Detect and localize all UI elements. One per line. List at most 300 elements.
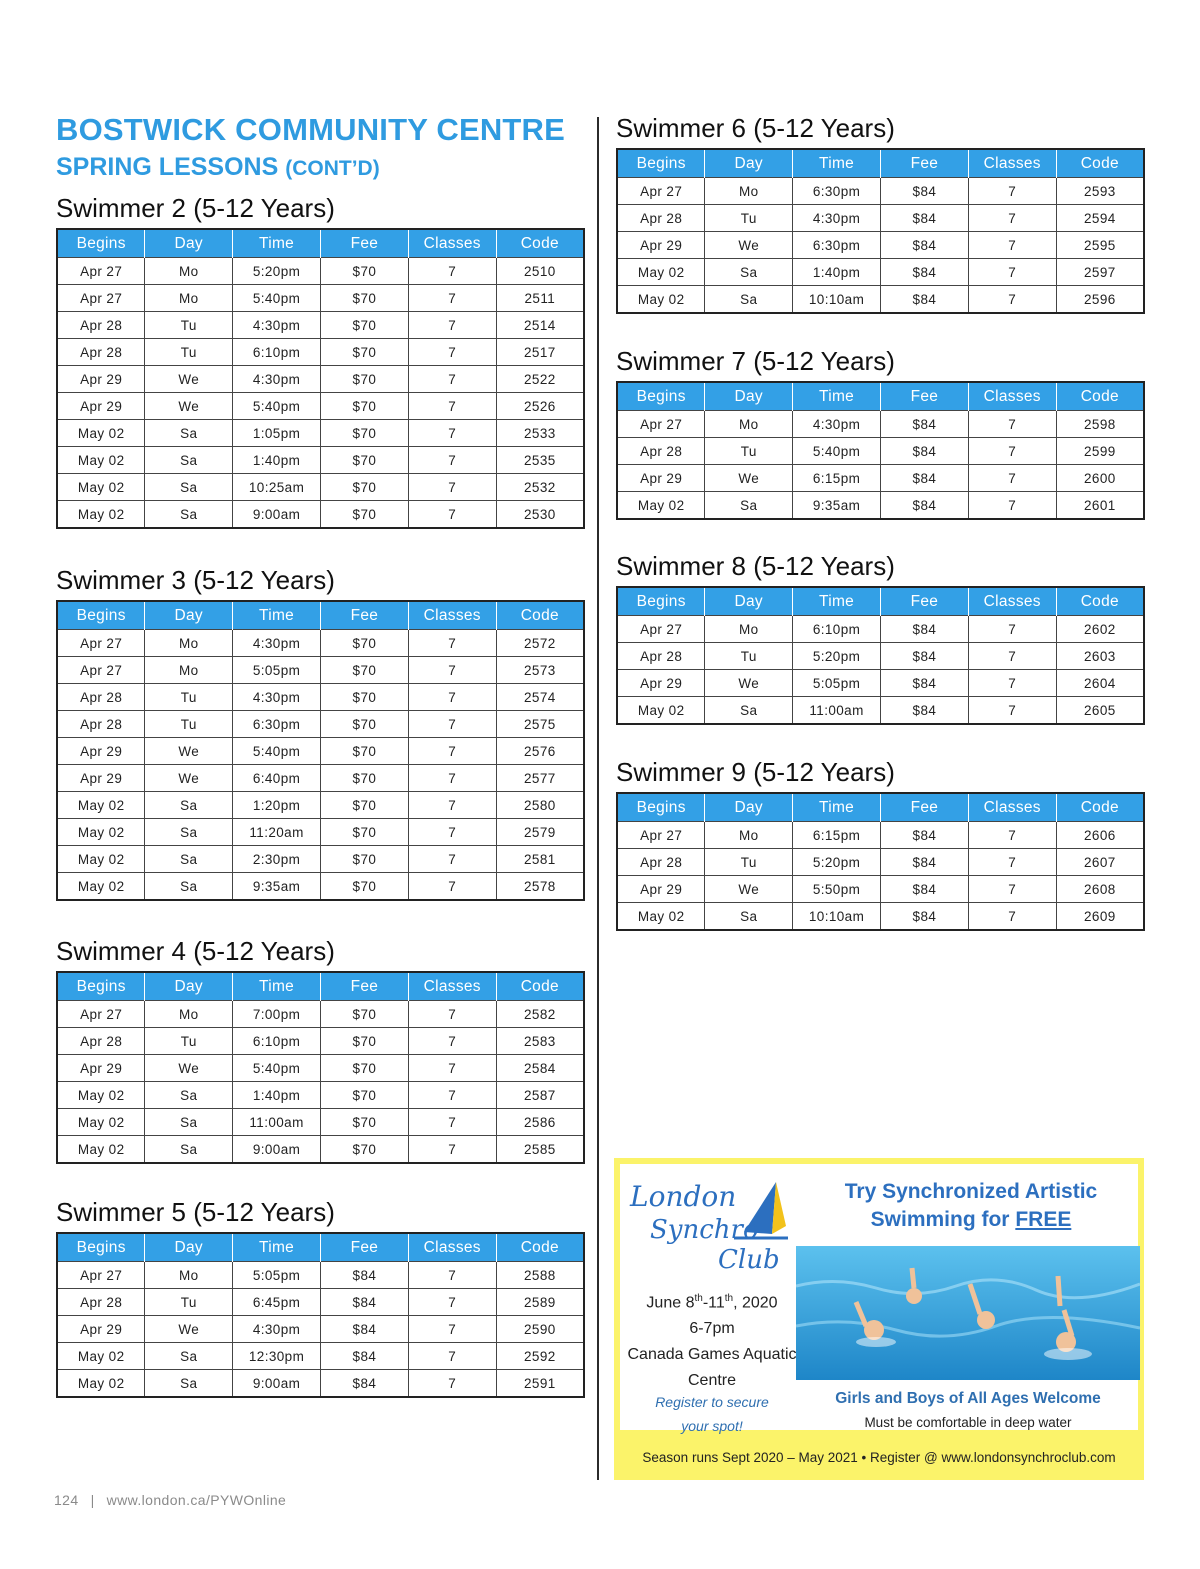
table-cell: Apr 28	[57, 684, 145, 711]
table-cell: 2533	[496, 420, 584, 447]
table-cell: 5:40pm	[233, 738, 321, 765]
table-row	[617, 822, 1144, 849]
section-title: Swimmer 4 (5-12 Years)	[56, 936, 335, 966]
table-cell: Sa	[705, 259, 793, 286]
column-divider	[597, 117, 599, 1480]
table-cell: 6:10pm	[793, 616, 881, 643]
table-cell: 12:30pm	[233, 1343, 321, 1370]
table-cell: 1:40pm	[233, 447, 321, 474]
section-swimmer3	[56, 562, 585, 901]
table-cell: $70	[320, 684, 408, 711]
table-cell: Mo	[705, 822, 793, 849]
table-cell: 2514	[496, 312, 584, 339]
table-cell: $70	[320, 1055, 408, 1082]
table-row	[57, 285, 584, 312]
page-number: 124	[54, 1492, 79, 1508]
table-cell: 6:10pm	[233, 339, 321, 366]
ad-footer: Season runs Sept 2020 – May 2021 • Register @ www.londonsynchroclub.com	[642, 1450, 1116, 1465]
table-cell: 2511	[496, 285, 584, 312]
table-cell: Apr 29	[617, 670, 705, 697]
table-cell: 5:40pm	[233, 393, 321, 420]
table-cell: Tu	[145, 312, 233, 339]
table-cell: 6:15pm	[793, 465, 881, 492]
table-cell: $70	[320, 447, 408, 474]
ad-venue-line2: Centre	[687, 1372, 737, 1390]
table-row	[617, 492, 1144, 520]
table-row	[57, 501, 584, 529]
column-header: Classes	[968, 382, 1056, 411]
table-cell: 1:20pm	[233, 792, 321, 819]
table-cell: Sa	[145, 1370, 233, 1398]
table-cell: 2590	[496, 1316, 584, 1343]
table-cell: 9:35am	[793, 492, 881, 520]
table-cell: Sa	[705, 492, 793, 520]
table-cell: 7	[408, 1055, 496, 1082]
table-cell: 2605	[1056, 697, 1144, 725]
table-cell: 7	[968, 670, 1056, 697]
table-cell: Apr 28	[57, 1028, 145, 1055]
table-cell: 5:40pm	[793, 438, 881, 465]
table-cell: Apr 28	[617, 438, 705, 465]
table-cell: Apr 27	[57, 258, 145, 285]
column-header: Time	[793, 149, 881, 178]
table-cell: $70	[320, 1136, 408, 1164]
table-cell: $84	[880, 438, 968, 465]
table-cell: 2576	[496, 738, 584, 765]
column-header: Time	[793, 587, 881, 616]
table-row	[57, 258, 584, 285]
table-cell: 2598	[1056, 411, 1144, 438]
table-cell: $70	[320, 873, 408, 901]
table-cell: We	[705, 465, 793, 492]
table-cell: Apr 28	[617, 205, 705, 232]
table-row	[57, 1343, 584, 1370]
table-cell: $84	[880, 411, 968, 438]
column-header: Begins	[617, 149, 705, 178]
column-header: Classes	[408, 229, 496, 258]
table-cell: 10:25am	[233, 474, 321, 501]
table-cell: Sa	[145, 501, 233, 529]
table-row	[57, 447, 584, 474]
column-header: Time	[233, 1233, 321, 1262]
column-header: Day	[145, 229, 233, 258]
schedule-table	[56, 228, 585, 529]
table-cell: May 02	[57, 846, 145, 873]
table-row	[617, 670, 1144, 697]
table-cell: Tu	[145, 684, 233, 711]
table-cell: 7	[968, 616, 1056, 643]
table-cell: 7	[968, 876, 1056, 903]
table-cell: Mo	[705, 616, 793, 643]
column-header: Code	[1056, 793, 1144, 822]
table-row	[617, 697, 1144, 725]
table-cell: $70	[320, 711, 408, 738]
table-cell: $70	[320, 1028, 408, 1055]
table-row	[57, 630, 584, 657]
table-cell: 6:30pm	[793, 232, 881, 259]
table-row	[57, 1316, 584, 1343]
table-cell: 7	[968, 259, 1056, 286]
table-cell: May 02	[617, 492, 705, 520]
table-cell: 2608	[1056, 876, 1144, 903]
table-cell: Apr 29	[617, 232, 705, 259]
column-header: Code	[496, 229, 584, 258]
table-cell: We	[705, 876, 793, 903]
table-cell: 2604	[1056, 670, 1144, 697]
footer-separator: |	[90, 1492, 95, 1508]
section-swimmer7	[616, 343, 1145, 520]
synchro-club-ad	[614, 1158, 1144, 1480]
table-cell: 2582	[496, 1001, 584, 1028]
table-cell: 7	[408, 792, 496, 819]
table-cell: Tu	[145, 1028, 233, 1055]
table-cell: $70	[320, 792, 408, 819]
schedule-table	[56, 971, 585, 1164]
table-cell: 7	[408, 1370, 496, 1398]
column-header: Classes	[968, 793, 1056, 822]
table-cell: 4:30pm	[233, 366, 321, 393]
column-header: Time	[233, 229, 321, 258]
table-cell: $70	[320, 366, 408, 393]
table-cell: 7	[408, 474, 496, 501]
table-cell: 2574	[496, 684, 584, 711]
schedule-table	[616, 381, 1145, 520]
column-header: Fee	[880, 382, 968, 411]
table-row	[617, 903, 1144, 931]
table-cell: 1:05pm	[233, 420, 321, 447]
logo-text-london: London	[630, 1180, 737, 1213]
table-cell: 7	[408, 1343, 496, 1370]
table-cell: Sa	[145, 1109, 233, 1136]
table-cell: May 02	[617, 903, 705, 931]
column-header: Code	[1056, 587, 1144, 616]
table-cell: $84	[320, 1262, 408, 1289]
table-header-row	[617, 587, 1144, 616]
table-cell: 2577	[496, 765, 584, 792]
table-cell: 7	[968, 178, 1056, 205]
table-cell: 2572	[496, 630, 584, 657]
section-title: Swimmer 2 (5-12 Years)	[56, 193, 335, 223]
table-cell: Apr 29	[57, 1316, 145, 1343]
table-cell: We	[145, 366, 233, 393]
table-row	[57, 846, 584, 873]
table-cell: $84	[880, 232, 968, 259]
table-cell: 10:10am	[793, 286, 881, 314]
table-cell: Apr 29	[57, 738, 145, 765]
table-row	[57, 1082, 584, 1109]
table-cell: Apr 28	[57, 711, 145, 738]
table-row	[57, 711, 584, 738]
table-cell: 2588	[496, 1262, 584, 1289]
table-cell: 2597	[1056, 259, 1144, 286]
table-cell: May 02	[57, 447, 145, 474]
table-cell: 2586	[496, 1109, 584, 1136]
table-cell: May 02	[617, 286, 705, 314]
table-cell: 9:00am	[233, 501, 321, 529]
table-cell: Apr 27	[57, 285, 145, 312]
table-cell: $70	[320, 765, 408, 792]
column-header: Classes	[408, 1233, 496, 1262]
table-cell: May 02	[617, 697, 705, 725]
table-cell: 2606	[1056, 822, 1144, 849]
table-cell: Sa	[145, 447, 233, 474]
table-cell: Apr 27	[617, 822, 705, 849]
table-row	[57, 1001, 584, 1028]
table-cell: 2575	[496, 711, 584, 738]
table-cell: Apr 28	[57, 1289, 145, 1316]
table-cell: Tu	[145, 339, 233, 366]
table-cell: $70	[320, 420, 408, 447]
table-cell: 2607	[1056, 849, 1144, 876]
section-title: Swimmer 7 (5-12 Years)	[616, 346, 895, 376]
london-synchro-logo	[626, 1174, 796, 1274]
table-cell: 6:15pm	[793, 822, 881, 849]
column-header: Code	[496, 972, 584, 1001]
table-cell: 7	[408, 1136, 496, 1164]
table-cell: 7	[968, 232, 1056, 259]
page-footer	[54, 1492, 286, 1508]
table-cell: 9:00am	[233, 1136, 321, 1164]
table-cell: 2526	[496, 393, 584, 420]
table-cell: 2592	[496, 1343, 584, 1370]
table-row	[617, 438, 1144, 465]
table-cell: 6:10pm	[233, 1028, 321, 1055]
table-cell: Mo	[145, 1262, 233, 1289]
table-header-row	[617, 382, 1144, 411]
table-cell: 7	[408, 630, 496, 657]
table-cell: 10:10am	[793, 903, 881, 931]
table-cell: 7	[408, 1001, 496, 1028]
table-row	[617, 876, 1144, 903]
table-cell: 7	[408, 711, 496, 738]
table-cell: Apr 29	[617, 465, 705, 492]
table-cell: 2596	[1056, 286, 1144, 314]
table-cell: Sa	[145, 474, 233, 501]
table-cell: $84	[320, 1316, 408, 1343]
table-row	[617, 178, 1144, 205]
table-cell: 2587	[496, 1082, 584, 1109]
swimmers-photo	[796, 1246, 1140, 1380]
table-cell: We	[145, 1055, 233, 1082]
table-cell: 2535	[496, 447, 584, 474]
table-cell: May 02	[57, 1370, 145, 1398]
schedule-table	[56, 600, 585, 901]
column-header: Begins	[57, 601, 145, 630]
column-header: Begins	[57, 972, 145, 1001]
table-cell: 4:30pm	[793, 411, 881, 438]
table-cell: We	[145, 738, 233, 765]
table-cell: $70	[320, 846, 408, 873]
table-cell: $70	[320, 630, 408, 657]
table-cell: 7	[408, 312, 496, 339]
table-cell: Mo	[145, 657, 233, 684]
column-header: Classes	[968, 587, 1056, 616]
column-header: Classes	[408, 972, 496, 1001]
column-header: Day	[145, 601, 233, 630]
table-cell: 2510	[496, 258, 584, 285]
table-cell: $70	[320, 474, 408, 501]
table-row	[617, 643, 1144, 670]
table-cell: $70	[320, 1109, 408, 1136]
table-cell: 7	[968, 822, 1056, 849]
table-cell: 7	[408, 1289, 496, 1316]
column-header: Day	[705, 382, 793, 411]
section-title: Swimmer 8 (5-12 Years)	[616, 551, 895, 581]
subtitle-text: SPRING LESSONS	[56, 153, 279, 181]
table-cell: $84	[880, 286, 968, 314]
table-cell: 4:30pm	[233, 684, 321, 711]
table-header-row	[57, 601, 584, 630]
table-cell: 6:45pm	[233, 1289, 321, 1316]
section-swimmer2	[56, 190, 585, 529]
column-header: Begins	[617, 382, 705, 411]
column-header: Classes	[968, 149, 1056, 178]
table-row	[57, 819, 584, 846]
table-cell: 7	[968, 286, 1056, 314]
table-cell: Sa	[145, 1136, 233, 1164]
table-row	[617, 849, 1144, 876]
table-row	[617, 232, 1144, 259]
table-cell: $84	[880, 903, 968, 931]
table-cell: Apr 27	[617, 616, 705, 643]
table-cell: Apr 29	[57, 366, 145, 393]
table-cell: 2594	[1056, 205, 1144, 232]
ad-register-callout: Register to secure your spot!	[655, 1394, 769, 1434]
section-swimmer5	[56, 1194, 585, 1398]
table-cell: 2580	[496, 792, 584, 819]
table-cell: 7:00pm	[233, 1001, 321, 1028]
table-cell: We	[705, 232, 793, 259]
table-cell: 7	[408, 393, 496, 420]
table-row	[57, 1055, 584, 1082]
page-subtitle	[56, 153, 380, 182]
table-cell: May 02	[57, 819, 145, 846]
table-cell: 5:20pm	[793, 849, 881, 876]
column-header: Day	[705, 587, 793, 616]
table-row	[57, 684, 584, 711]
table-cell: Mo	[145, 285, 233, 312]
table-cell: 2530	[496, 501, 584, 529]
table-cell: Mo	[705, 411, 793, 438]
table-cell: $70	[320, 312, 408, 339]
table-cell: Apr 27	[57, 630, 145, 657]
table-cell: Sa	[705, 903, 793, 931]
table-cell: 7	[408, 765, 496, 792]
table-cell: Apr 27	[57, 657, 145, 684]
table-cell: 7	[408, 1109, 496, 1136]
table-cell: 7	[968, 465, 1056, 492]
table-cell: 7	[408, 657, 496, 684]
table-cell: $84	[880, 822, 968, 849]
column-header: Time	[793, 793, 881, 822]
table-cell: $84	[880, 465, 968, 492]
table-cell: $84	[320, 1370, 408, 1398]
column-header: Fee	[880, 587, 968, 616]
table-cell: Tu	[705, 438, 793, 465]
table-cell: Apr 27	[617, 178, 705, 205]
table-cell: Apr 28	[617, 643, 705, 670]
table-cell: 11:20am	[233, 819, 321, 846]
table-row	[617, 205, 1144, 232]
table-cell: May 02	[57, 420, 145, 447]
table-cell: $70	[320, 501, 408, 529]
table-cell: We	[705, 670, 793, 697]
table-cell: $84	[320, 1289, 408, 1316]
table-cell: 7	[968, 903, 1056, 931]
section-swimmer8	[616, 548, 1145, 725]
table-cell: $84	[880, 259, 968, 286]
table-cell: $84	[880, 178, 968, 205]
table-cell: Apr 28	[57, 312, 145, 339]
section-title: Swimmer 5 (5-12 Years)	[56, 1197, 335, 1227]
subtitle-suffix: (CONT’D)	[285, 157, 380, 180]
table-cell: We	[145, 1316, 233, 1343]
table-cell: 4:30pm	[793, 205, 881, 232]
table-cell: Sa	[145, 792, 233, 819]
table-cell: Sa	[145, 420, 233, 447]
table-row	[57, 1109, 584, 1136]
table-cell: Mo	[145, 1001, 233, 1028]
table-cell: 7	[968, 697, 1056, 725]
table-cell: 2591	[496, 1370, 584, 1398]
table-cell: $70	[320, 258, 408, 285]
table-cell: 5:05pm	[233, 1262, 321, 1289]
table-cell: 2599	[1056, 438, 1144, 465]
footer-link[interactable]: www.london.ca/PYWOnline	[106, 1492, 287, 1508]
column-header: Fee	[320, 1233, 408, 1262]
table-cell: 2578	[496, 873, 584, 901]
table-cell: $70	[320, 285, 408, 312]
table-cell: We	[145, 765, 233, 792]
table-cell: May 02	[617, 259, 705, 286]
table-cell: May 02	[57, 1343, 145, 1370]
column-header: Begins	[57, 229, 145, 258]
section-title: Swimmer 6 (5-12 Years)	[616, 113, 895, 143]
column-header: Code	[496, 1233, 584, 1262]
ad-headline: Try Synchronized Artistic Swimming for FREE	[844, 1180, 1098, 1231]
section-title: Swimmer 9 (5-12 Years)	[616, 757, 895, 787]
table-row	[57, 420, 584, 447]
table-cell: 6:40pm	[233, 765, 321, 792]
table-cell: 2589	[496, 1289, 584, 1316]
table-cell: $70	[320, 393, 408, 420]
table-row	[57, 1370, 584, 1398]
table-cell: 7	[408, 1316, 496, 1343]
table-cell: 7	[408, 366, 496, 393]
table-cell: May 02	[57, 792, 145, 819]
table-cell: 2609	[1056, 903, 1144, 931]
column-header: Fee	[880, 793, 968, 822]
table-cell: $70	[320, 738, 408, 765]
table-cell: Apr 28	[617, 849, 705, 876]
table-cell: Sa	[145, 1082, 233, 1109]
column-header: Day	[705, 793, 793, 822]
table-cell: 9:00am	[233, 1370, 321, 1398]
table-cell: $70	[320, 819, 408, 846]
ad-venue-line1: Canada Games Aquatic	[627, 1346, 797, 1364]
table-cell: May 02	[57, 1136, 145, 1164]
table-cell: Apr 29	[57, 765, 145, 792]
column-header: Fee	[320, 972, 408, 1001]
table-cell: 2585	[496, 1136, 584, 1164]
table-cell: 5:05pm	[233, 657, 321, 684]
table-cell: $84	[880, 492, 968, 520]
table-cell: 1:40pm	[793, 259, 881, 286]
logo-text-synchro: Synchro	[650, 1215, 759, 1245]
table-row	[57, 792, 584, 819]
table-cell: $70	[320, 657, 408, 684]
table-cell: 6:30pm	[793, 178, 881, 205]
